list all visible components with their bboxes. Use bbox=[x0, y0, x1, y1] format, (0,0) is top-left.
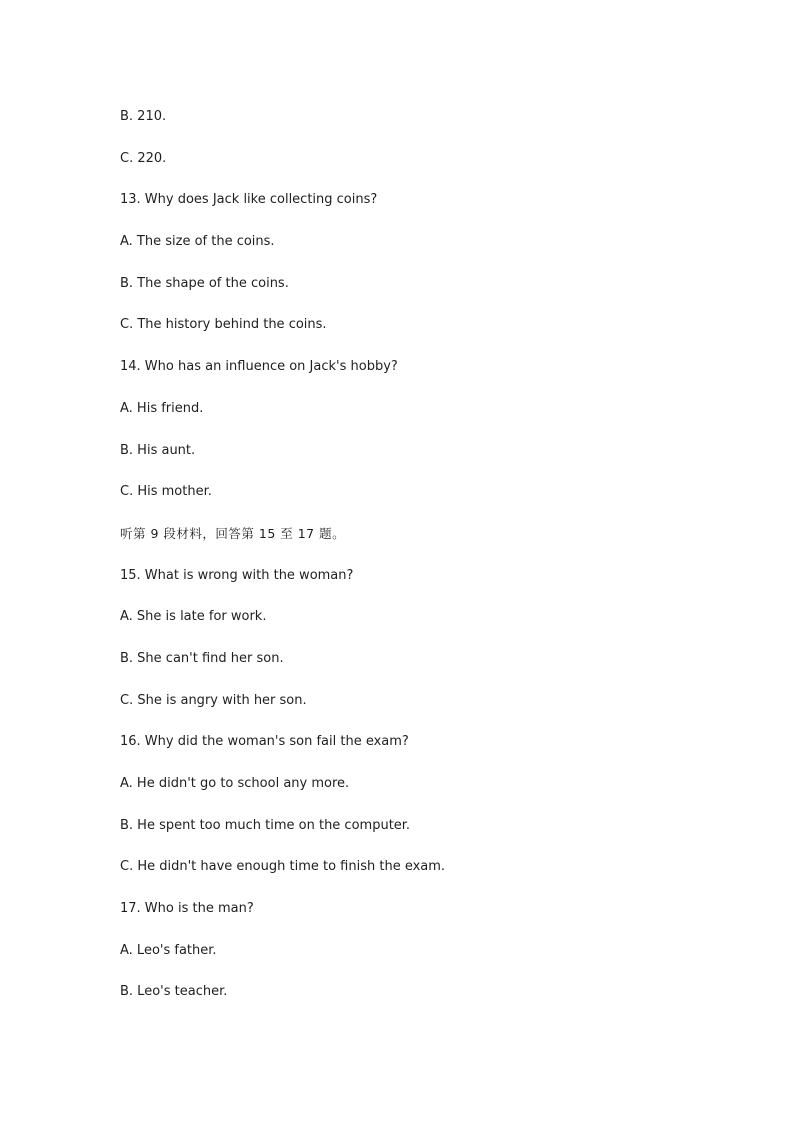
option-a-q17: A. Leo's father. bbox=[120, 942, 217, 958]
question-15: 15. What is wrong with the woman? bbox=[120, 567, 354, 583]
question-14: 14. Who has an influence on Jack's hobby? bbox=[120, 359, 398, 375]
option-a-q14: A. His friend. bbox=[120, 400, 204, 416]
option-c-q12: C. 220. bbox=[120, 150, 167, 166]
option-a-q13: A. The size of the coins. bbox=[120, 234, 275, 250]
section-instruction: 听第 9 段材料，回答第 15 至 17 题。 bbox=[120, 525, 346, 541]
option-a-q15: A. She is late for work. bbox=[120, 609, 267, 625]
option-b-q16: B. He spent too much time on the computer. bbox=[120, 817, 411, 833]
option-a-q16: A. He didn't go to school any more. bbox=[120, 776, 350, 791]
question-17: 17. Who is the man? bbox=[120, 901, 254, 917]
option-c-q15: C. She is angry with her son. bbox=[120, 692, 307, 708]
question-13: 13. Why does Jack like collecting coins? bbox=[120, 192, 378, 208]
option-b-q13: B. The shape of the coins. bbox=[120, 275, 289, 291]
option-b-q15: B. She can't find her son. bbox=[120, 650, 284, 666]
option-b-q14: B. His aunt. bbox=[120, 442, 196, 458]
question-16: 16. Why did the woman's son fail the exam? bbox=[120, 734, 409, 750]
question-list bbox=[120, 108, 720, 1025]
option-b-q17: B. Leo's teacher. bbox=[120, 984, 228, 1000]
option-b-q12: B. 210. bbox=[120, 109, 167, 124]
option-c-q13: C. The history behind the coins. bbox=[120, 317, 327, 333]
option-c-q14: C. His mother. bbox=[120, 484, 212, 500]
option-c-q16: C. He didn't have enough time to finish the exam. bbox=[120, 859, 446, 875]
